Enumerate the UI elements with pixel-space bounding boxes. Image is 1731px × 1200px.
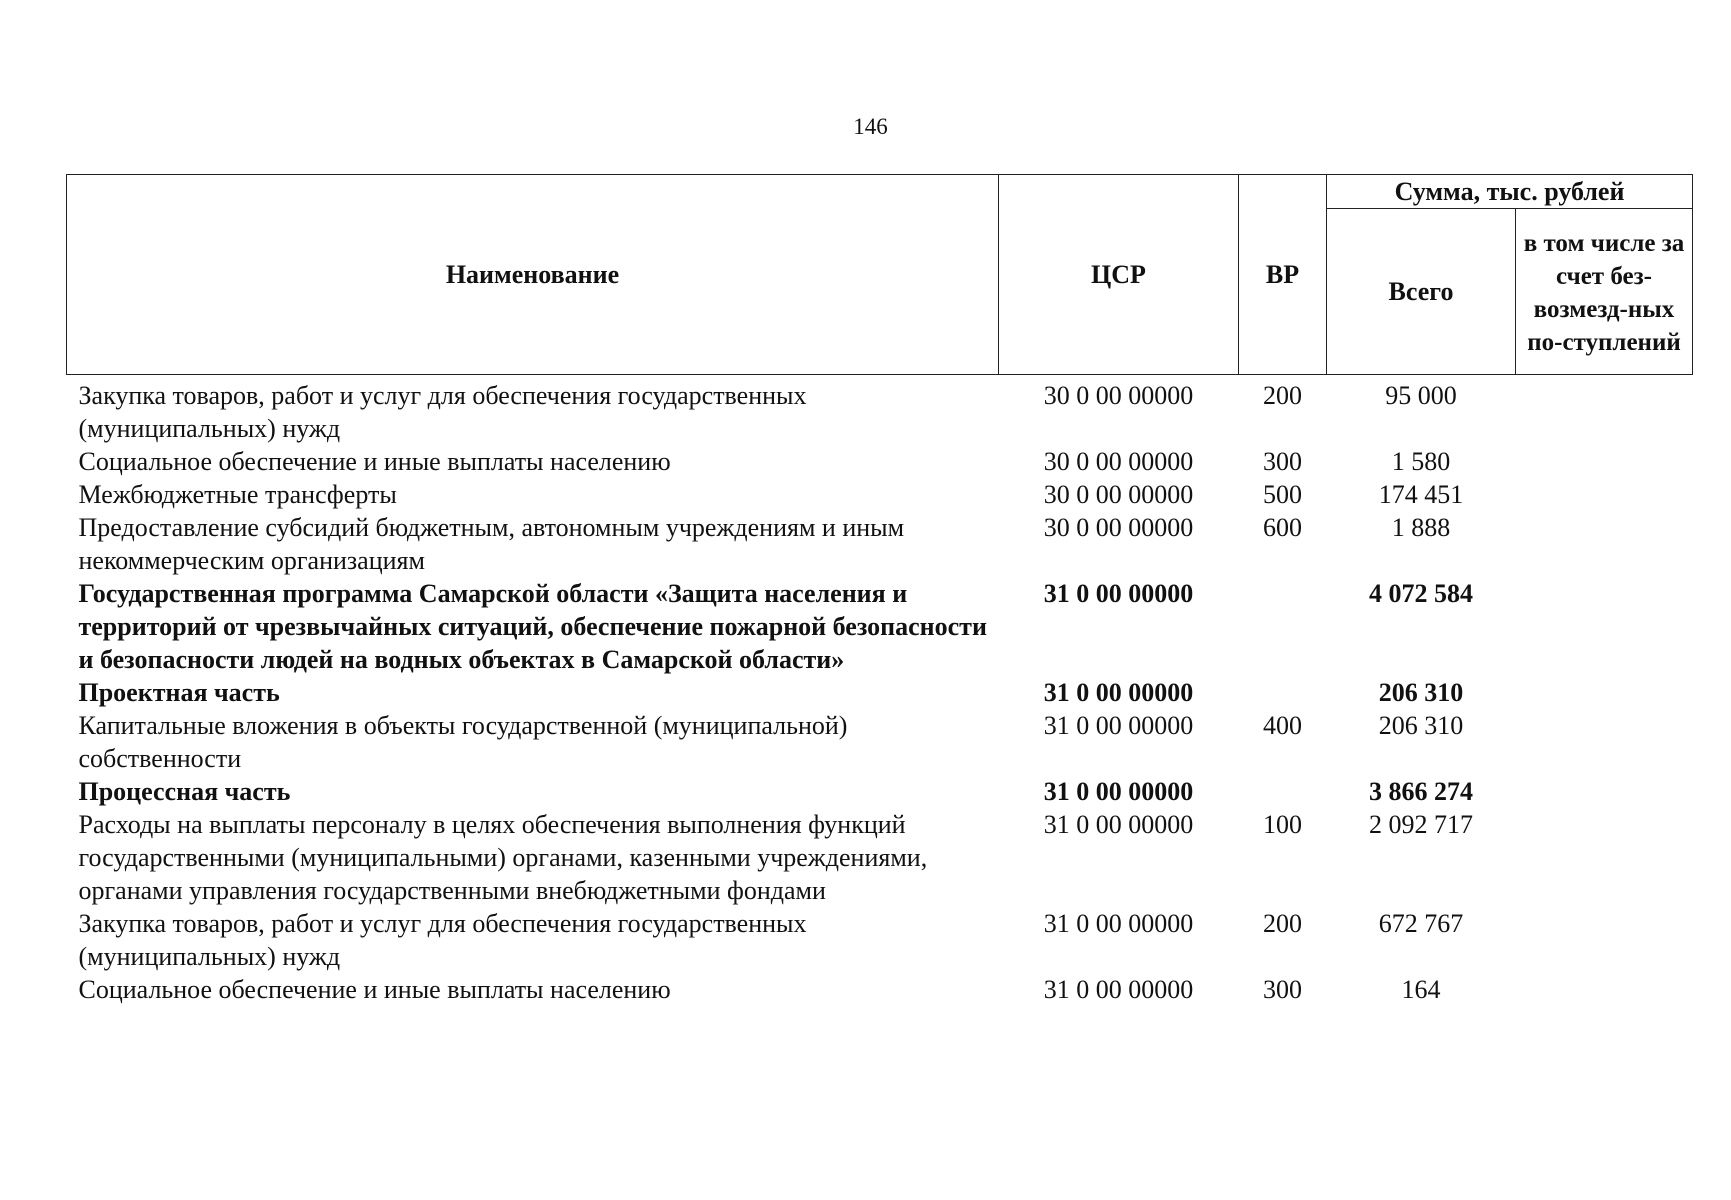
row-free <box>1516 511 1693 577</box>
row-free <box>1516 577 1693 676</box>
table-row <box>67 907 1693 973</box>
row-name: Проектная часть <box>78 678 280 707</box>
row-total: 1 580 <box>1391 447 1451 476</box>
row-name: Государственная программа Самарской области «Защита населения и территорий от чрезвычайных ситуаций, обеспечение пожарной безопасности и безопасности людей на водных объектах в Самарской области» <box>78 579 987 674</box>
row-csr: 30 0 00 00000 <box>1043 480 1194 509</box>
row-free <box>1516 445 1693 478</box>
row-name: Расходы на выплаты персоналу в целях обеспечения выполнения функций государственными (муниципальными) органами, казенными учреждениями, органами управления государственными внебюджетными фондами <box>78 810 928 905</box>
row-csr: 30 0 00 00000 <box>1043 513 1194 542</box>
row-free <box>1516 775 1693 808</box>
row-total: 4 072 584 <box>1369 579 1473 608</box>
row-name: Капитальные вложения в объекты государственной (муниципальной) собственности <box>78 711 848 773</box>
row-free <box>1516 375 1693 446</box>
row-csr: 31 0 00 00000 <box>1043 678 1194 707</box>
table-body <box>67 375 1693 1007</box>
row-name: Предоставление субсидий бюджетным, автономным учреждениям и иным некоммерческим организациям <box>78 513 905 575</box>
table-row <box>67 375 1693 446</box>
header-vr: ВР <box>1239 175 1327 375</box>
table-row <box>67 808 1693 907</box>
row-free <box>1516 478 1693 511</box>
row-csr: 31 0 00 00000 <box>1043 777 1194 806</box>
row-total: 1 888 <box>1391 513 1451 542</box>
header-sum: Сумма, тыс. рублей <box>1327 175 1693 209</box>
table-row <box>67 973 1693 1006</box>
header-total: Всего <box>1327 209 1516 375</box>
row-vr <box>1239 775 1327 808</box>
row-total: 672 767 <box>1378 909 1464 938</box>
row-csr: 31 0 00 00000 <box>1043 975 1194 1004</box>
page-number: 146 <box>853 114 888 139</box>
row-vr: 300 <box>1263 975 1302 1004</box>
row-name: Процессная часть <box>78 777 291 806</box>
table-row <box>67 709 1693 775</box>
row-csr: 30 0 00 00000 <box>1043 447 1194 476</box>
row-name: Социальное обеспечение и иные выплаты населению <box>78 447 671 476</box>
row-total: 3 866 274 <box>1369 777 1473 806</box>
row-total: 206 310 <box>1378 678 1464 707</box>
row-vr: 300 <box>1263 447 1302 476</box>
row-vr <box>1239 676 1327 709</box>
row-name: Межбюджетные трансферты <box>78 480 397 509</box>
row-vr: 500 <box>1263 480 1302 509</box>
row-free <box>1516 907 1693 973</box>
row-free <box>1516 973 1693 1006</box>
table-row <box>67 676 1693 709</box>
row-total: 164 <box>1401 975 1441 1004</box>
table-row <box>67 478 1693 511</box>
table-row <box>67 775 1693 808</box>
row-csr: 31 0 00 00000 <box>1043 909 1194 938</box>
row-vr: 200 <box>1263 381 1302 410</box>
row-name: Закупка товаров, работ и услуг для обеспечения государственных (муниципальных) нужд <box>78 381 807 443</box>
row-free <box>1516 709 1693 775</box>
row-vr: 400 <box>1263 711 1302 740</box>
row-free <box>1516 808 1693 907</box>
row-total: 95 000 <box>1385 381 1457 410</box>
table-row <box>67 511 1693 577</box>
row-free <box>1516 676 1693 709</box>
row-vr <box>1239 577 1327 676</box>
row-total: 206 310 <box>1378 711 1464 740</box>
row-name: Закупка товаров, работ и услуг для обеспечения государственных (муниципальных) нужд <box>78 909 807 971</box>
row-name: Социальное обеспечение и иные выплаты населению <box>78 975 671 1004</box>
table-header <box>67 175 1693 375</box>
header-csr: ЦСР <box>999 175 1239 375</box>
table-row <box>67 577 1693 676</box>
header-name: Наименование <box>67 175 999 375</box>
row-csr: 31 0 00 00000 <box>1043 711 1194 740</box>
row-csr: 30 0 00 00000 <box>1043 381 1194 410</box>
row-vr: 600 <box>1263 513 1302 542</box>
row-total: 174 451 <box>1378 480 1464 509</box>
header-free: в том числе за счет без-возмезд-ных по-ступлений <box>1516 209 1693 375</box>
row-vr: 200 <box>1263 909 1302 938</box>
table-row <box>67 445 1693 478</box>
budget-table <box>66 174 1693 1006</box>
row-total: 2 092 717 <box>1369 810 1473 839</box>
row-csr: 31 0 00 00000 <box>1043 579 1194 608</box>
row-csr: 31 0 00 00000 <box>1043 810 1194 839</box>
row-vr: 100 <box>1263 810 1302 839</box>
